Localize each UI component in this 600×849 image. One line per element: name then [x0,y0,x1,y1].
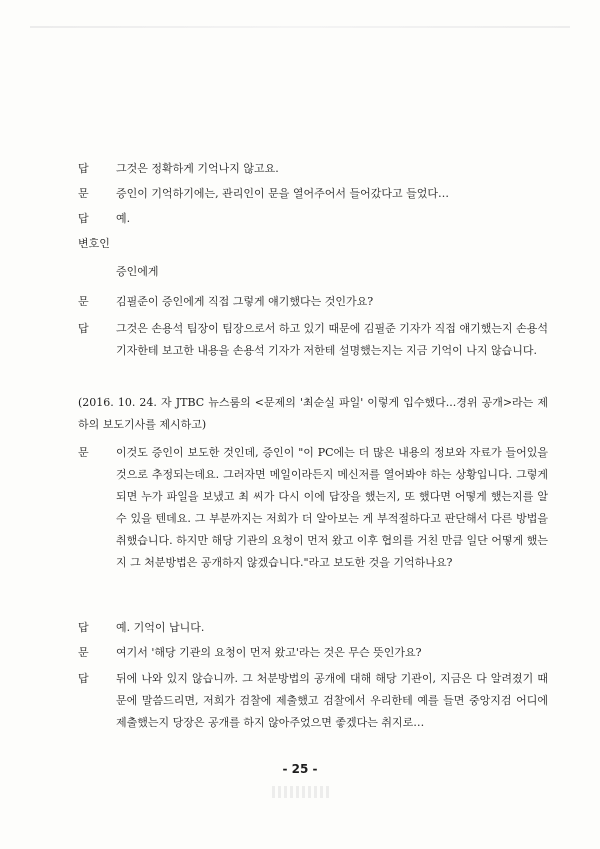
entry-text: 증인이 기억하기에는, 관리인이 문을 열어주어서 들어갔다고 들었다… [116,187,450,200]
entry-text: 그것은 손용석 팀장이 팀장으로서 하고 있기 때문에 김필준 기자가 직접 얘기했는지 손용석 기자한테 보고한 내용을 손용석 기자가 저한테 설명했는지는 지금 기억이 나지 않습니다. [116,322,548,357]
lawyer-target: 증인에게 [116,265,159,278]
faint-stamp [272,786,332,798]
entry-text: 예. 기억이 납니다. [116,621,205,634]
speaker-label: 답 [78,162,89,175]
entry-text: 그것은 정확하게 기억나지 않고요. [116,162,279,175]
lawyer-label: 변호인 [78,237,110,250]
speaker-label: 답 [78,672,89,685]
exhibit-note: (2016. 10. 24. 자 JTBC 뉴스룸의 <문제의 '최순실 파일' 이렇게 입수했다...경위 공개>라는 제하의 보도기사를 제시하고) [78,396,548,431]
speaker-label: 답 [78,621,89,634]
transcript-entry [78,158,548,180]
scan-edge-line [30,26,570,28]
speaker-label: 답 [78,212,89,225]
entry-text: 예. [116,212,131,225]
entry-text: 뒤에 나와 있지 않습니까. 그 처분방법의 공개에 대해 해당 기관이, 지금은 다 알려졌기 때문에 말씀드리면, 저희가 검찰에 제출했고 검찰에서 우리한테 예를 들면 중앙지검 어디에 제출했는지 당장은 공개를 하지 않아주었으면 좋겠다는 취지로… [116,672,548,729]
speaker-label: 답 [78,322,89,335]
entry-text: 김필준이 증인에게 직접 그렇게 얘기했다는 것인가요? [116,295,374,308]
transcript-entry [78,668,548,734]
speaker-label: 문 [78,446,89,459]
transcript-entry [78,183,548,205]
speaker-label: 문 [78,295,89,308]
transcript-entry [78,208,548,230]
entry-text: 여기서 '해당 기관의 요청이 먼저 왔고'라는 것은 무슨 뜻인가요? [116,646,422,659]
transcript-entry [78,291,548,313]
transcript-entry [78,642,548,664]
speaker-label: 문 [78,187,89,200]
speaker-label: 문 [78,646,89,659]
page-number: - 25 - [282,762,318,776]
transcript-entry [78,318,548,362]
transcript-entry [78,442,548,574]
entry-text: 이것도 증인이 보도한 것인데, 증인이 "이 PC에는 더 많은 내용의 정보와 자료가 들어있을 것으로 추정되는데요. 그러자면 메일이라든지 메신저를 열어봐야 하는 상황입니다. 그렇게 되면 누가 파일을 보냈고 최 씨가 다시 이에 답장을 했는지, 또 했다면 어떻게 했는지를 알 수 있을 텐데요. 그 부분까지는 저희가 더 알아보는 게 부적절하다고 판단해서 다른 방법을 취했습니다. 하지만 해당 기관의 요청이 먼저 왔고 이후 협의를 거친 만큼 일단 어떻게 했는지 그 처분방법은 공개하지 않겠습니다."라고 보도한 것을 기억하나요? [116,446,548,569]
transcript-entry [78,617,548,639]
